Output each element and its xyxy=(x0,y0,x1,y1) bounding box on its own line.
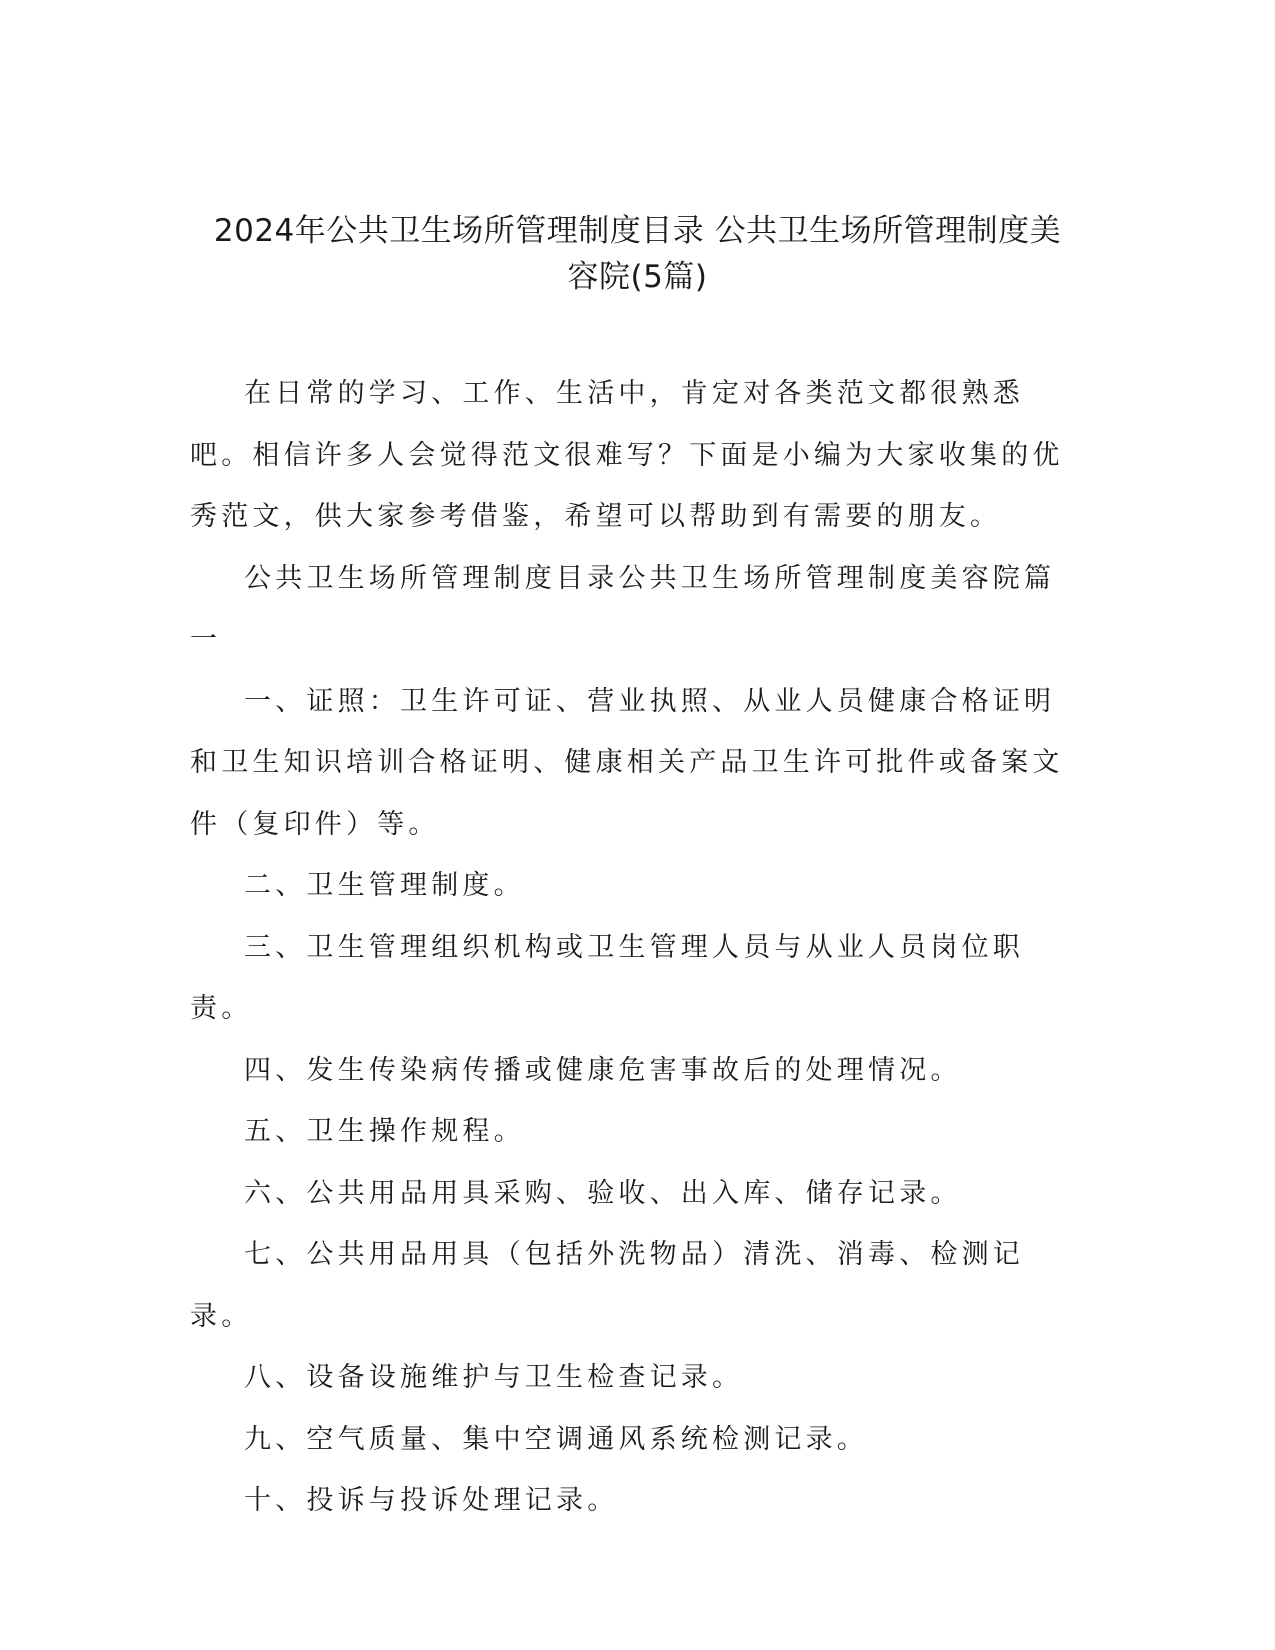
list-item: 五、卫生操作规程。 xyxy=(244,1116,525,1147)
list-item: 九、空气质量、集中空调通风系统检测记录。 xyxy=(244,1423,868,1455)
list-item: 六、公共用品用具采购、验收、出入库、储存记录。 xyxy=(244,1177,962,1209)
title-line-2: 容院(5篇) xyxy=(567,259,708,295)
title-line-1: 2024年公共卫生场所管理制度目录 公共卫生场所管理制度美 xyxy=(213,213,1062,249)
intro-paragraph: 在日常的学习、工作、生活中，肯定对各类范文都很熟悉吧。相信许多人会觉得范文很难写？下面是小编为大家收集的优秀范文，供大家参考借鉴，希望可以帮助到有需要的朋友。 xyxy=(190,378,1064,532)
list-item: 十、投诉与投诉处理记录。 xyxy=(244,1485,619,1516)
list-item: 一、证照：卫生许可证、营业执照、从业人员健康合格证明和卫生知识培训合格证明、健康相关产品卫生许可批件或备案文件（复印件）等。 xyxy=(190,685,1064,840)
section-heading: 公共卫生场所管理制度目录公共卫生场所管理制度美容院篇一 xyxy=(190,562,1056,655)
list-item: 四、发生传染病传播或健康危害事故后的处理情况。 xyxy=(244,1054,962,1086)
list-item: 二、卫生管理制度。 xyxy=(244,870,525,901)
list-item: 七、公共用品用具（包括外洗物品）清洗、消毒、检测记录。 xyxy=(190,1239,1024,1332)
list-item: 八、设备设施维护与卫生检查记录。 xyxy=(244,1362,744,1393)
document-title xyxy=(160,208,1115,300)
list-item: 三、卫生管理组织机构或卫生管理人员与从业人员岗位职责。 xyxy=(190,931,1024,1024)
document-body xyxy=(190,363,1080,1532)
